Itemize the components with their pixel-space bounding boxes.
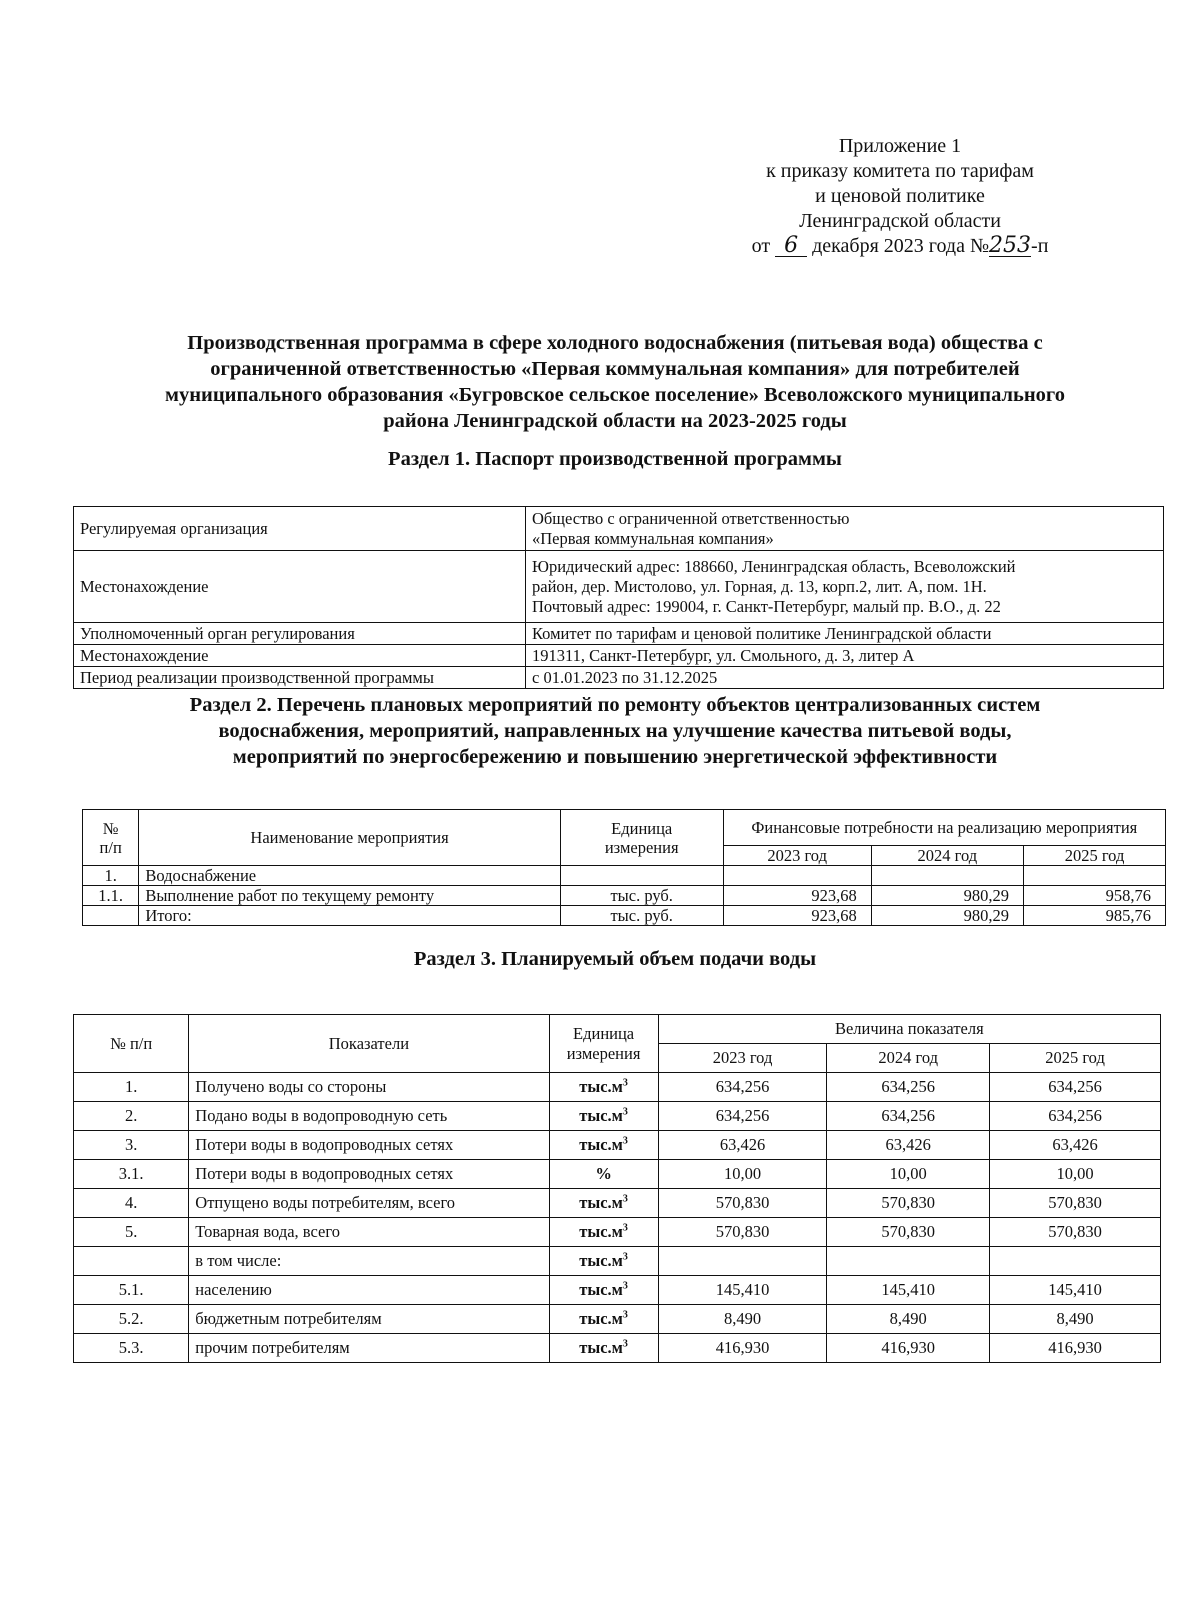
unit-exponent: 3 bbox=[622, 1280, 628, 1292]
volume-num: 5.1. bbox=[74, 1276, 189, 1305]
volume-num: 5.3. bbox=[74, 1334, 189, 1363]
volume-unit: % bbox=[549, 1160, 658, 1189]
heading-line: Раздел 2. Перечень плановых мероприятий по ремонту объектов централизованных систем bbox=[189, 694, 1041, 716]
unit-exponent: 3 bbox=[622, 1106, 628, 1118]
header-finance: Финансовые потребности на реализацию мероприятия bbox=[723, 810, 1165, 846]
header-num: № п/п bbox=[74, 1015, 189, 1073]
measure-row bbox=[83, 906, 1166, 926]
volume-unit bbox=[549, 1276, 658, 1305]
volume-unit bbox=[549, 1334, 658, 1363]
volume-2023: 63,426 bbox=[658, 1131, 827, 1160]
passport-value-line: Юридический адрес: 188660, Ленинградская область, Всеволожский bbox=[532, 556, 1016, 576]
unit-exponent: 3 bbox=[622, 1193, 628, 1205]
measure-2024 bbox=[871, 866, 1023, 886]
volume-2025: 145,410 bbox=[990, 1276, 1161, 1305]
header-value: Величина показателя bbox=[658, 1015, 1160, 1044]
volume-2024: 634,256 bbox=[827, 1102, 990, 1131]
volume-num: 3.1. bbox=[74, 1160, 189, 1189]
measure-name: Выполнение работ по текущему ремонту bbox=[139, 886, 561, 906]
volume-2025: 10,00 bbox=[990, 1160, 1161, 1189]
volume-row bbox=[74, 1305, 1161, 1334]
section1-heading: Раздел 1. Паспорт производственной программы bbox=[388, 448, 842, 470]
unit-base: тыс.м bbox=[579, 1280, 623, 1299]
volume-num bbox=[74, 1247, 189, 1276]
appendix-header bbox=[700, 134, 1100, 259]
volume-unit bbox=[549, 1102, 658, 1131]
header-unit-line1: Единица bbox=[573, 1023, 635, 1043]
measure-2024: 980,29 bbox=[871, 906, 1023, 926]
passport-value bbox=[526, 507, 1164, 551]
passport-label: Период реализации производственной программы bbox=[74, 667, 526, 689]
volume-row bbox=[74, 1218, 1161, 1247]
volume-unit bbox=[549, 1073, 658, 1102]
passport-value bbox=[526, 645, 1164, 667]
measure-name: Водоснабжение bbox=[139, 866, 561, 886]
unit-base: тыс.м bbox=[579, 1135, 623, 1154]
volume-num: 4. bbox=[74, 1189, 189, 1218]
volume-num: 2. bbox=[74, 1102, 189, 1131]
volume-unit bbox=[549, 1247, 658, 1276]
water-volume-table bbox=[73, 1014, 1161, 1363]
volume-indicator: Подано воды в водопроводную сеть bbox=[189, 1102, 549, 1131]
passport-value-line: 191311, Санкт-Петербург, ул. Смольного, д. 3, литер А bbox=[532, 645, 915, 665]
measure-2023: 923,68 bbox=[723, 906, 871, 926]
volume-indicator: бюджетным потребителям bbox=[189, 1305, 549, 1334]
header-2023: 2023 год bbox=[723, 846, 871, 866]
volume-2023: 570,830 bbox=[658, 1189, 827, 1218]
volume-2025: 634,256 bbox=[990, 1102, 1161, 1131]
header-num bbox=[83, 810, 139, 866]
header-unit-line1: Единица bbox=[611, 818, 673, 838]
passport-value-line: «Первая коммунальная компания» bbox=[532, 528, 774, 548]
passport-row bbox=[74, 623, 1164, 645]
title-line: Производственная программа в сфере холодного водоснабжения (питьевая вода) общества с bbox=[187, 332, 1043, 354]
unit-exponent: 3 bbox=[622, 1338, 628, 1350]
measure-2024: 980,29 bbox=[871, 886, 1023, 906]
header-2025: 2025 год bbox=[990, 1044, 1161, 1073]
section2-heading bbox=[80, 692, 1150, 770]
volume-indicator: в том числе: bbox=[189, 1247, 549, 1276]
header-unit bbox=[549, 1015, 658, 1073]
volume-2024: 416,930 bbox=[827, 1334, 990, 1363]
measure-num: 1. bbox=[83, 866, 139, 886]
appendix-line: Ленинградской области bbox=[799, 210, 1001, 232]
volume-2023: 634,256 bbox=[658, 1102, 827, 1131]
volume-indicator: населению bbox=[189, 1276, 549, 1305]
handwritten-order-number: 253 bbox=[989, 233, 1032, 258]
date-prefix: от bbox=[751, 235, 771, 257]
volume-indicator: прочим потребителям bbox=[189, 1334, 549, 1363]
passport-value bbox=[526, 551, 1164, 623]
volume-indicator: Получено воды со стороны bbox=[189, 1073, 549, 1102]
date-suffix: -п bbox=[1031, 235, 1049, 257]
header-unit bbox=[560, 810, 723, 866]
volume-2024: 8,490 bbox=[827, 1305, 990, 1334]
header-indicator: Показатели bbox=[189, 1015, 549, 1073]
passport-label: Местонахождение bbox=[74, 645, 526, 667]
volume-2023: 8,490 bbox=[658, 1305, 827, 1334]
volume-2025: 8,490 bbox=[990, 1305, 1161, 1334]
volume-2023 bbox=[658, 1247, 827, 1276]
volume-num: 5. bbox=[74, 1218, 189, 1247]
passport-row bbox=[74, 667, 1164, 689]
volume-2024: 570,830 bbox=[827, 1218, 990, 1247]
unit-exponent: 3 bbox=[622, 1135, 628, 1147]
volume-2025: 63,426 bbox=[990, 1131, 1161, 1160]
unit-base: тыс.м bbox=[579, 1222, 623, 1241]
volume-2025: 570,830 bbox=[990, 1218, 1161, 1247]
volume-row bbox=[74, 1276, 1161, 1305]
measures-table bbox=[82, 809, 1166, 926]
volume-row bbox=[74, 1247, 1161, 1276]
volume-indicator: Потери воды в водопроводных сетях bbox=[189, 1131, 549, 1160]
heading-line: водоснабжения, мероприятий, направленных на улучшение качества питьевой воды, bbox=[218, 720, 1012, 742]
volume-num: 3. bbox=[74, 1131, 189, 1160]
volume-indicator: Товарная вода, всего bbox=[189, 1218, 549, 1247]
volume-2024 bbox=[827, 1247, 990, 1276]
measure-num: 1.1. bbox=[83, 886, 139, 906]
unit-exponent: 3 bbox=[622, 1222, 628, 1234]
volume-unit bbox=[549, 1189, 658, 1218]
unit-base: тыс.м bbox=[579, 1077, 623, 1096]
volume-row bbox=[74, 1334, 1161, 1363]
order-date-line bbox=[700, 234, 1100, 259]
volume-2024: 145,410 bbox=[827, 1276, 990, 1305]
volume-row bbox=[74, 1189, 1161, 1218]
volume-num: 5.2. bbox=[74, 1305, 189, 1334]
header-unit-line2: измерения bbox=[604, 837, 679, 857]
volume-row bbox=[74, 1102, 1161, 1131]
volume-indicator: Потери воды в водопроводных сетях bbox=[189, 1160, 549, 1189]
volume-2024: 63,426 bbox=[827, 1131, 990, 1160]
volume-2023: 10,00 bbox=[658, 1160, 827, 1189]
appendix-line: к приказу комитета по тарифам bbox=[766, 160, 1034, 182]
passport-value-line: с 01.01.2023 по 31.12.2025 bbox=[532, 667, 718, 687]
volume-2025: 570,830 bbox=[990, 1189, 1161, 1218]
unit-exponent: 3 bbox=[622, 1309, 628, 1321]
title-line: ограниченной ответственностью «Первая коммунальная компания» для потребителей bbox=[210, 358, 1020, 380]
passport-value-line: Почтовый адрес: 199004, г. Санкт-Петербург, малый пр. В.О., д. 22 bbox=[532, 596, 1001, 616]
appendix-line: Приложение 1 bbox=[838, 135, 962, 157]
volume-2024: 570,830 bbox=[827, 1189, 990, 1218]
volume-2025: 416,930 bbox=[990, 1334, 1161, 1363]
header-2025: 2025 год bbox=[1024, 846, 1166, 866]
handwritten-day: 6 bbox=[775, 236, 807, 257]
passport-value-line: район, дер. Мистолово, ул. Горная, д. 13, корп.2, лит. А, пом. 1Н. bbox=[532, 576, 987, 596]
measure-row bbox=[83, 886, 1166, 906]
unit-exponent: 3 bbox=[622, 1251, 628, 1263]
volume-unit bbox=[549, 1218, 658, 1247]
measure-2023: 923,68 bbox=[723, 886, 871, 906]
volume-row bbox=[74, 1073, 1161, 1102]
unit-base: тыс.м bbox=[579, 1193, 623, 1212]
volume-2024: 634,256 bbox=[827, 1073, 990, 1102]
measure-unit: тыс. руб. bbox=[560, 886, 723, 906]
measure-2025: 985,76 bbox=[1024, 906, 1166, 926]
measure-num bbox=[83, 906, 139, 926]
header-name: Наименование мероприятия bbox=[139, 810, 561, 866]
measure-name: Итого: bbox=[139, 906, 561, 926]
header-num-line1: № bbox=[102, 818, 119, 838]
passport-label: Регулируемая организация bbox=[74, 507, 526, 551]
header-unit-line2: измерения bbox=[566, 1043, 641, 1063]
appendix-line: и ценовой политике bbox=[815, 185, 985, 207]
volume-2025: 634,256 bbox=[990, 1073, 1161, 1102]
volume-unit bbox=[549, 1131, 658, 1160]
volume-2025 bbox=[990, 1247, 1161, 1276]
measure-2025: 958,76 bbox=[1024, 886, 1166, 906]
volume-row bbox=[74, 1131, 1161, 1160]
title-line: района Ленинградской области на 2023-2025 годы bbox=[383, 410, 847, 432]
volume-row bbox=[74, 1160, 1161, 1189]
header-2024: 2024 год bbox=[827, 1044, 990, 1073]
unit-base: тыс.м bbox=[579, 1338, 623, 1357]
volume-unit bbox=[549, 1305, 658, 1334]
volume-indicator: Отпущено воды потребителям, всего bbox=[189, 1189, 549, 1218]
measure-unit bbox=[560, 866, 723, 886]
passport-value-line: Комитет по тарифам и ценовой политике Ленинградской области bbox=[532, 623, 992, 643]
passport-row bbox=[74, 645, 1164, 667]
volume-2024: 10,00 bbox=[827, 1160, 990, 1189]
passport-value bbox=[526, 667, 1164, 689]
passport-label: Уполномоченный орган регулирования bbox=[74, 623, 526, 645]
title-line: муниципального образования «Бугровское сельское поселение» Всеволожского муниципального bbox=[165, 384, 1065, 406]
measure-2023 bbox=[723, 866, 871, 886]
volume-2023: 570,830 bbox=[658, 1218, 827, 1247]
passport-value-line: Общество с ограниченной ответственностью bbox=[532, 508, 850, 528]
section3-heading: Раздел 3. Планируемый объем подачи воды bbox=[413, 948, 817, 970]
unit-base: тыс.м bbox=[579, 1106, 623, 1125]
header-2024: 2024 год bbox=[871, 846, 1023, 866]
unit-base: тыс.м bbox=[579, 1251, 623, 1270]
volume-num: 1. bbox=[74, 1073, 189, 1102]
volume-2023: 145,410 bbox=[658, 1276, 827, 1305]
unit-exponent: 3 bbox=[622, 1077, 628, 1089]
volume-2023: 416,930 bbox=[658, 1334, 827, 1363]
document-title bbox=[80, 330, 1150, 434]
passport-value bbox=[526, 623, 1164, 645]
measure-unit: тыс. руб. bbox=[560, 906, 723, 926]
header-2023: 2023 год bbox=[658, 1044, 827, 1073]
measure-2025 bbox=[1024, 866, 1166, 886]
passport-table bbox=[73, 506, 1164, 689]
passport-row bbox=[74, 551, 1164, 623]
passport-row bbox=[74, 507, 1164, 551]
measure-row bbox=[83, 866, 1166, 886]
date-middle: декабря 2023 года № bbox=[812, 235, 990, 257]
heading-line: мероприятий по энергосбережению и повышению энергетической эффективности bbox=[232, 746, 998, 768]
volume-2023: 634,256 bbox=[658, 1073, 827, 1102]
passport-label: Местонахождение bbox=[74, 551, 526, 623]
header-num-line2: п/п bbox=[99, 837, 122, 857]
unit-base: тыс.м bbox=[579, 1309, 623, 1328]
